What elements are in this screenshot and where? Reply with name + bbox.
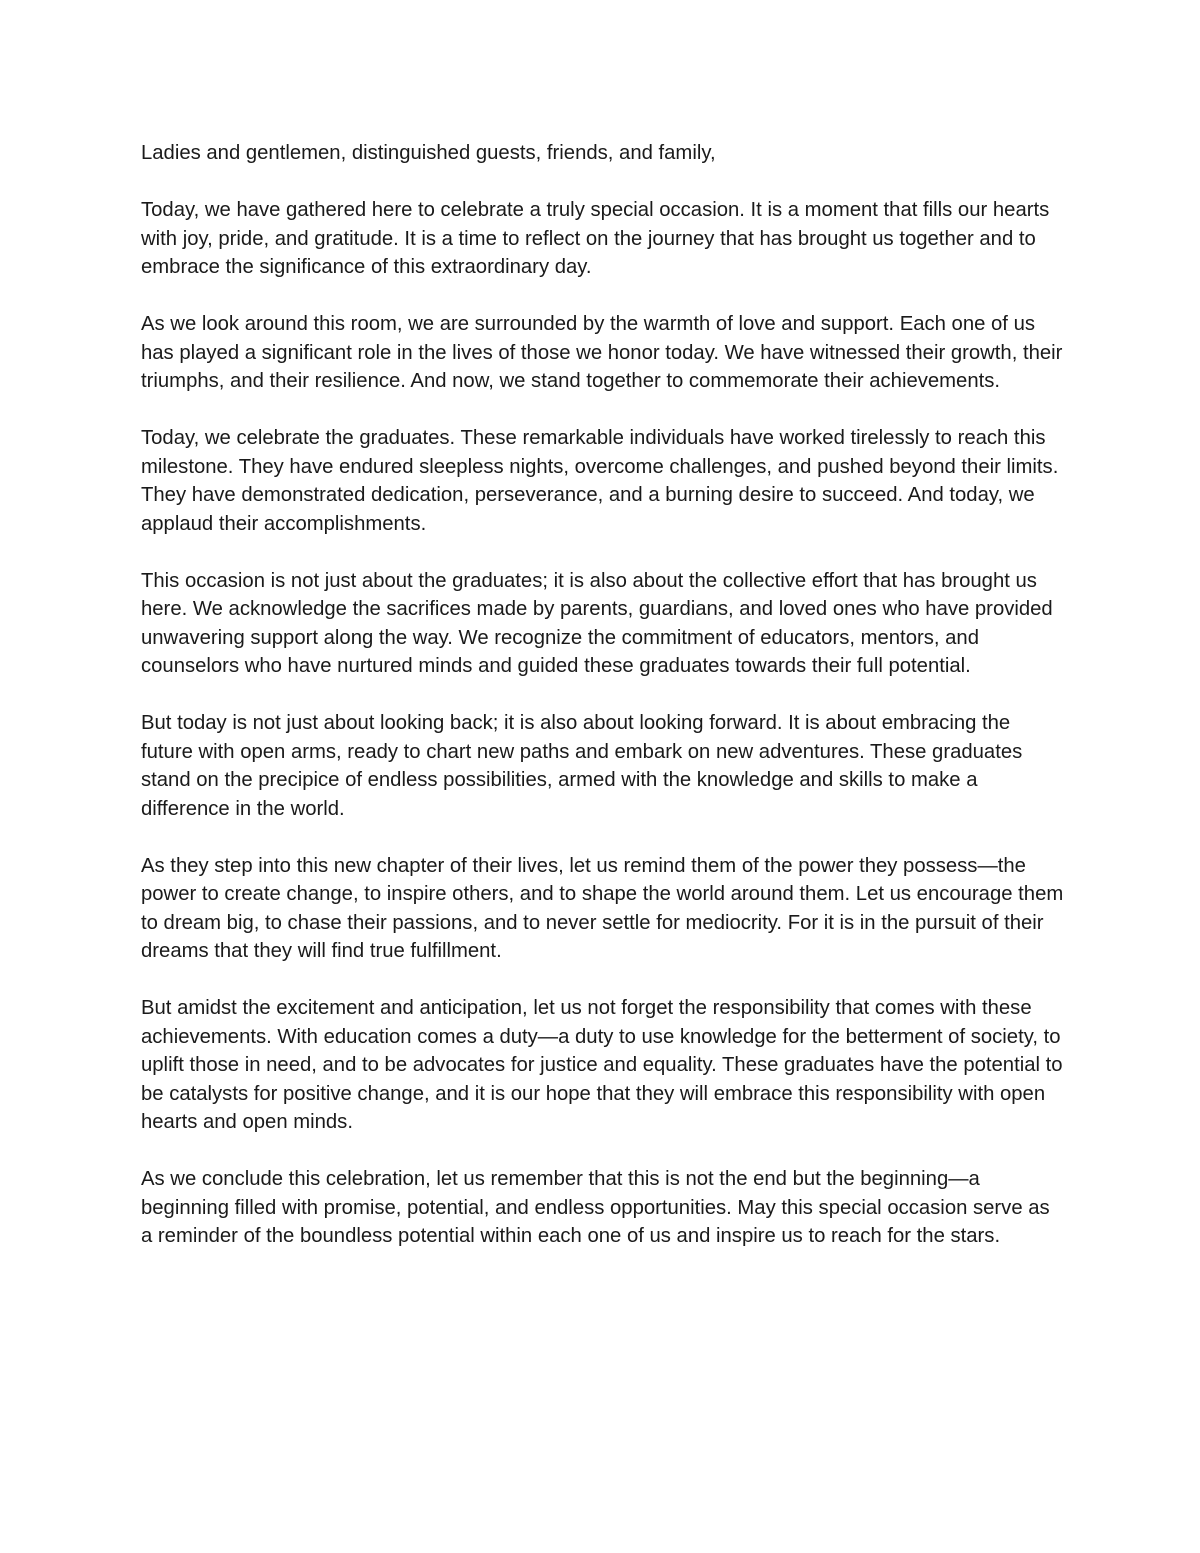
paragraph: Today, we celebrate the graduates. These remarkable individuals have worked tirelessly to reach this milestone. They have endured sleepless nights, overcome challenges, and pushed beyond their limits. They have demonstrated dedication, perseverance, and a burning desire to succeed. And today, we applaud their accomplishments.: [141, 427, 1059, 535]
paragraph: Today, we have gathered here to celebrate a truly special occasion. It is a moment that fills our hearts with joy, pride, and gratitude. It is a time to reflect on the journey that has brought us together and to embrace the significance of this extraordinary day.: [141, 199, 1050, 278]
paragraph: As we conclude this celebration, let us remember that this is not the end but the beginning—a beginning filled with promise, potential, and endless opportunities. May this special occasion serve as a reminder of the boundless potential within each one of us and inspire us to reach for the stars.: [141, 1168, 1050, 1247]
paragraph: But amidst the excitement and anticipation, let us not forget the responsibility that comes with these achievements. With education comes a duty—a duty to use knowledge for the betterment of society, to uplift those in need, and to be advocates for justice and equality. These graduates have the potential to be catalysts for positive change, and it is our hope that they will embrace this responsibility with open hearts and open minds.: [141, 997, 1063, 1133]
paragraph: As they step into this new chapter of their lives, let us remind them of the power they possess—the power to create change, to inspire others, and to shape the world around them. Let us encourage them to dream big, to chase their passions, and to never settle for mediocrity. For it is in the pursuit of their dreams that they will find true fulfillment.: [141, 854, 1064, 962]
paragraph: As we look around this room, we are surrounded by the warmth of love and support. Each one of us has played a significant role in the lives of those we honor today. We have witnessed their growth, their triumphs, and their resilience. And now, we stand together to commemorate their achievements.: [141, 313, 1063, 392]
salutation: Ladies and gentlemen, distinguished guests, friends, and family,: [141, 142, 716, 164]
paragraph: But today is not just about looking back; it is also about looking forward. It is about embracing the future with open arms, ready to chart new paths and embark on new adventures. These graduates stand on the precipice of endless possibilities, armed with the knowledge and skills to make a difference in the world.: [141, 712, 1023, 820]
paragraph: This occasion is not just about the graduates; it is also about the collective effort that has brought us here. We acknowledge the sacrifices made by parents, guardians, and loved ones who have provided unwavering support along the way. We recognize the commitment of educators, mentors, and counselors who have nurtured minds and guided these graduates towards their full potential.: [141, 569, 1053, 677]
document-body: [141, 139, 1066, 1251]
